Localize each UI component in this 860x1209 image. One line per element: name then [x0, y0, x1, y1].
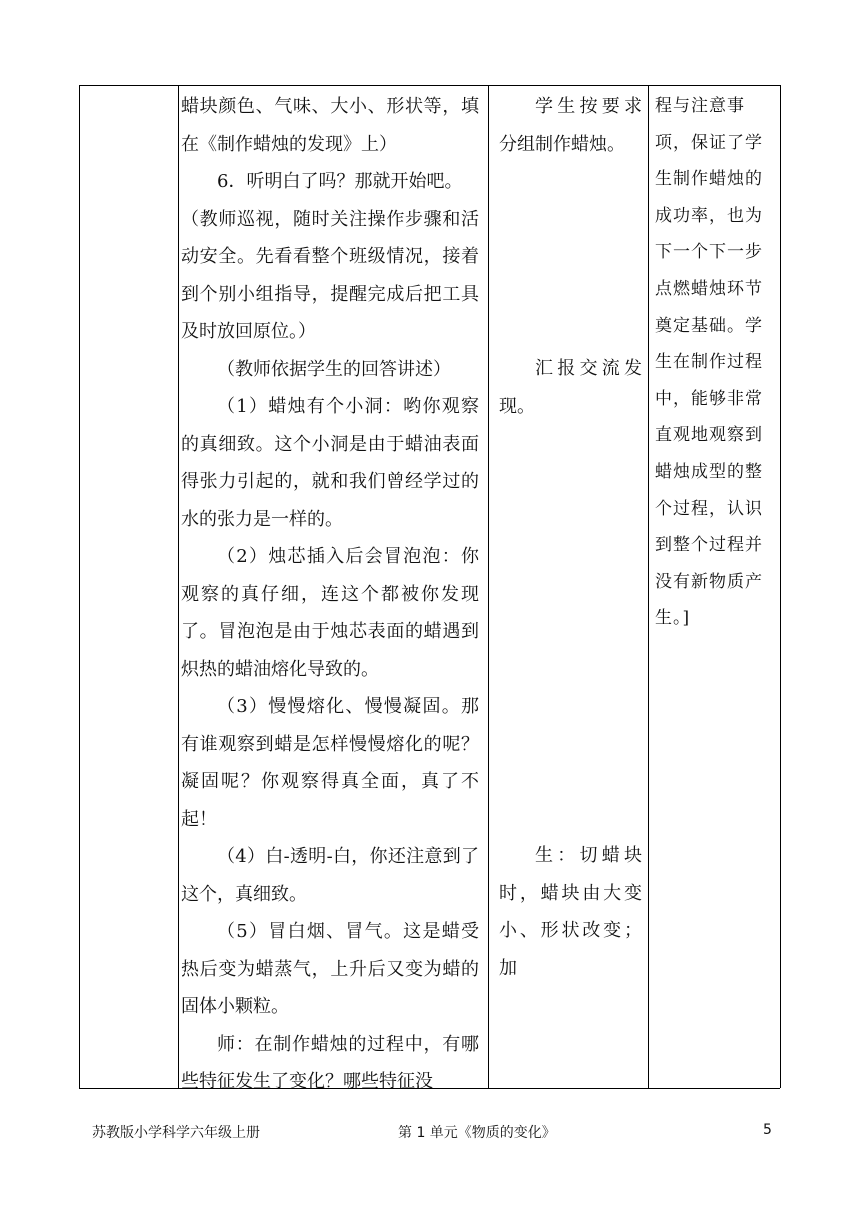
table-cell-teacher-activity — [181, 85, 479, 1091]
teacher-paragraph: 师：在制作蜡烛的过程中，有哪些特征发生了变化？哪些特征没 — [181, 1033, 479, 1091]
intent-paragraph: 程与注意事项，保证了学生制作蜡烛的成功率，也为下一个下一步点燃蜡烛环节奠定基础。学生在制作过程中，能够非常直观地观察到蜡烛成型的整个过程，认识到整个过程并没有新物质产生。] — [655, 96, 763, 629]
student-paragraph: 汇报交流发现。 — [499, 358, 642, 417]
table-divider-3 — [648, 85, 649, 1088]
teacher-paragraph: （教师依据学生的回答讲述） — [217, 358, 451, 380]
table-cell-student-activity — [499, 85, 642, 1091]
student-paragraph: 生：切蜡块时，蜡块由大变小、形状改变；加 — [499, 845, 642, 979]
footer-book-title: 苏教版小学科学六年级上册 — [92, 1125, 260, 1141]
teacher-paragraph: （3）慢慢熔化、慢慢凝固。那有谁观察到蜡是怎样慢慢熔化的呢？凝固呢？你观察得真全面，真了不起！ — [181, 696, 479, 830]
student-paragraph: 学生按要求分组制作蜡烛。 — [499, 96, 642, 155]
teacher-paragraph: （2）烛芯插入后会冒泡泡：你观察的真仔细，连这个都被你发现了。冒泡泡是由于烛芯表面的蜡遇到炽热的蜡油熔化导致的。 — [181, 546, 479, 680]
table-cell-stage — [80, 85, 177, 1088]
teacher-paragraph: （5）冒白烟、冒气。这是蜡受热后变为蜡蒸气，上升后又变为蜡的固体小颗粒。 — [181, 921, 479, 1017]
teacher-paragraph: （教师巡视，随时关注操作步骤和活动安全。先看看整个班级情况，接着到个别小组指导，提醒完成后把工具及时放回原位。） — [181, 208, 479, 342]
teacher-paragraph: （1）蜡烛有个小洞：哟你观察的真细致。这个小洞是由于蜡油表面得张力引起的，就和我们曾经学过的水的张力是一样的。 — [181, 396, 479, 530]
table-border-right — [780, 85, 781, 1088]
table-cell-design-intent — [655, 85, 773, 1091]
table-divider-1 — [178, 85, 179, 1088]
page-number: 5 — [763, 1122, 772, 1138]
table-divider-2 — [488, 85, 489, 1088]
footer-unit-title: 第 1 单元《物质的变化》 — [398, 1125, 556, 1141]
teacher-paragraph: 蜡块颜色、气味、大小、形状等，填在《制作蜡烛的发现》上） — [181, 96, 479, 155]
teacher-paragraph: 6．听明白了吗？那就开始吧。 — [217, 171, 463, 192]
teacher-paragraph: （4）白-透明-白，你还注意到了这个，真细致。 — [181, 846, 479, 905]
